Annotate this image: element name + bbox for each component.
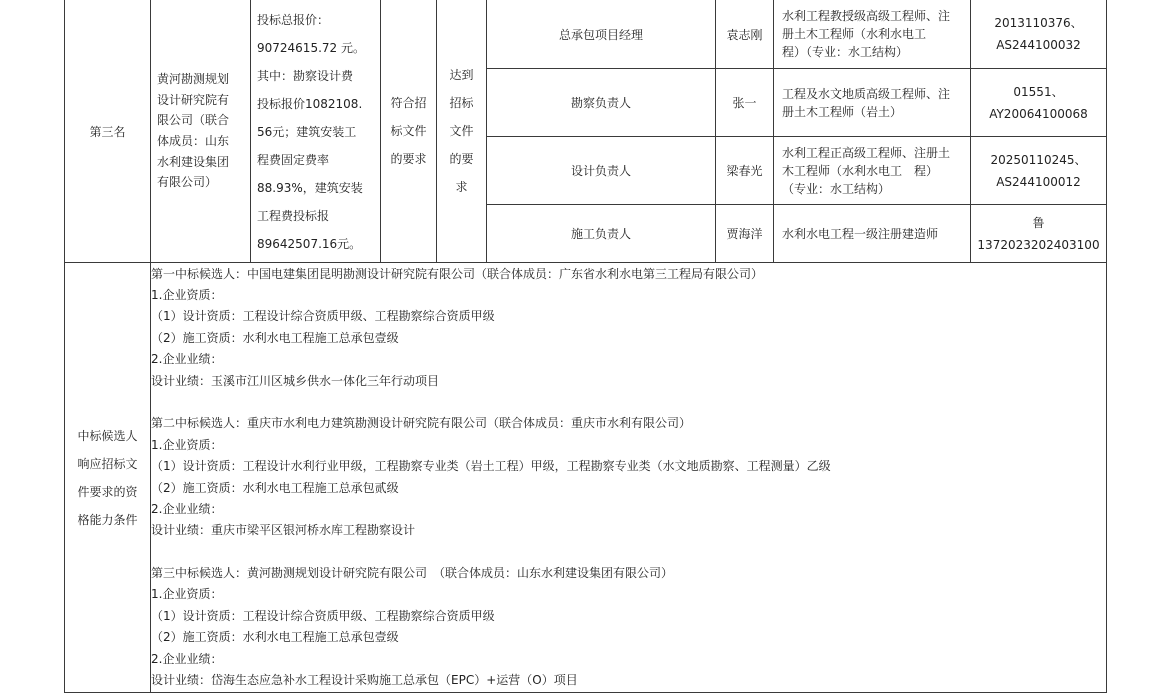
personnel-title-cell: [774, 0, 971, 69]
personnel-cert-line: 20250110245、: [990, 152, 1087, 167]
personnel-title-line: 册土木工程师（水利水电工: [782, 27, 927, 42]
bid-price-line: 89642507.16元。: [257, 237, 362, 251]
candidate-block: [151, 413, 1106, 541]
personnel-role: 设计负责人: [487, 137, 716, 205]
detail-line: （1）设计资质：工程设计综合资质甲级、工程勘察综合资质甲级: [151, 309, 495, 324]
detail-line: 1.企业资质：: [151, 587, 223, 602]
detail-line: 1.企业资质：: [151, 287, 223, 302]
bid-price-line: 56元；建筑安装工: [257, 125, 357, 139]
personnel-name: 梁春光: [716, 137, 774, 205]
detail-line: 设计业绩：重庆市梁平区银河桥水库工程勘察设计: [151, 523, 416, 538]
candidate-heading: 第三中标候选人：黄河勘测规划设计研究院有限公司 （联合体成员：山东水利建设集团有限公司）: [151, 566, 674, 581]
qualification-label-line: 中标候选人: [77, 428, 138, 443]
company-line: 限公司（联合: [157, 113, 230, 128]
personnel-title-line: 水利工程教授级高级工程师、注: [782, 9, 951, 24]
meets-line: 文件: [449, 124, 474, 138]
bid-price-line: 其中：勘察设计费: [257, 69, 354, 83]
detail-line: （2）施工资质：水利水电工程施工总承包壹级: [151, 630, 399, 645]
meets-line: 招标: [449, 96, 474, 110]
third-place-row: [65, 0, 1107, 69]
candidate-heading: 第二中标候选人：重庆市水利电力建筑勘测设计研究院有限公司（联合体成员：重庆市水利有限公司）: [151, 416, 692, 431]
detail-line: 2.企业业绩：: [151, 651, 223, 666]
personnel-name: 贾海洋: [716, 205, 774, 263]
personnel-cert-line: 01551、: [1013, 84, 1064, 99]
detail-line: 2.企业业绩：: [151, 501, 223, 516]
personnel-cert-line: AY20064100068: [989, 106, 1088, 121]
personnel-title-line: 水利水电工程一级注册建造师: [782, 226, 939, 241]
detail-line: 1.企业资质：: [151, 437, 223, 452]
meets-line: 达到: [449, 68, 474, 82]
detail-line: （2）施工资质：水利水电工程施工总承包壹级: [151, 330, 399, 345]
conformity-line: 标文件: [390, 124, 427, 138]
detail-line: 2.企业业绩：: [151, 352, 223, 367]
qualification-label-cell: [65, 263, 151, 693]
personnel-title-line: 工程及水文地质高级工程师、注: [782, 86, 951, 101]
rank-label: 第三名: [89, 124, 126, 139]
personnel-cert-line: 1372023202403100: [977, 237, 1100, 252]
company-line: 水利建设集团: [157, 154, 230, 169]
personnel-cert-line: 2013110376、: [994, 16, 1083, 31]
qualification-label-line: 响应招标文: [77, 456, 138, 471]
personnel-title-cell: [774, 69, 971, 137]
bid-price-line: 投标总报价：: [257, 13, 330, 27]
personnel-title-cell: [774, 137, 971, 205]
company-cell: [151, 0, 251, 263]
meets-line: 求: [455, 180, 468, 194]
spacer: [151, 392, 1106, 413]
spacer: [151, 542, 1106, 563]
personnel-title-line: 册土木工程师（岩土）: [782, 104, 903, 119]
meets-line: 的要: [449, 152, 474, 166]
detail-line: 设计业绩：玉溪市江川区城乡供水一体化三年行动项目: [151, 373, 440, 388]
personnel-role: 勘察负责人: [487, 69, 716, 137]
candidate-heading: 第一中标候选人：中国电建集团昆明勘测设计研究院有限公司（联合体成员：广东省水利水电第三工程局有限公司）: [151, 266, 764, 281]
bid-price-line: 工程费投标报: [257, 209, 330, 223]
candidate-block: [151, 264, 1106, 392]
rank-cell: [65, 0, 151, 263]
qualification-detail-cell: [151, 263, 1107, 693]
detail-line: （1）设计资质：工程设计综合资质甲级、工程勘察综合资质甲级: [151, 608, 495, 623]
bid-price-line: 程费固定费率: [257, 153, 330, 167]
bid-price-line: 投标报价1082108.: [257, 97, 363, 111]
personnel-name: 袁志刚: [716, 0, 774, 69]
company-line: 设计研究院有: [157, 92, 230, 107]
personnel-cert-cell: [971, 137, 1107, 205]
qualification-row: [65, 263, 1107, 693]
personnel-title-line: （专业：水工结构）: [782, 181, 891, 196]
detail-line: 设计业绩：岱海生态应急补水工程设计采购施工总承包（EPC）+运营（O）项目: [151, 673, 578, 688]
personnel-name: 张一: [716, 69, 774, 137]
personnel-cert-cell: [971, 69, 1107, 137]
meets-requirement-cell: [437, 0, 487, 263]
personnel-cert-cell: [971, 0, 1107, 69]
bid-results-table: [64, 0, 1107, 693]
conformity-line: 的要求: [390, 152, 427, 166]
personnel-title-line: 水利工程正高级工程师、注册土: [782, 145, 951, 160]
bid-price-line: 90724615.72 元。: [257, 41, 365, 55]
bid-price-cell: [251, 0, 381, 263]
personnel-role: 施工负责人: [487, 205, 716, 263]
personnel-cert-line: AS244100012: [996, 174, 1081, 189]
company-line: 黄河勘测规划: [157, 72, 230, 87]
personnel-title-line: 程）（专业：水工结构）: [782, 45, 909, 60]
detail-line: （2）施工资质：水利水电工程施工总承包贰级: [151, 480, 399, 495]
personnel-cert-line: 鲁: [1032, 215, 1045, 230]
personnel-title-line: 木工程师（水利水电工 程）: [782, 163, 939, 178]
company-line: 体成员：山东: [157, 134, 230, 148]
qualification-label-line: 格能力条件: [77, 512, 138, 527]
personnel-role: 总承包项目经理: [487, 0, 716, 69]
conformity-line: 符合招: [390, 96, 427, 110]
qualification-label-line: 件要求的资: [77, 484, 138, 499]
bid-price-line: 88.93%，建筑安装: [257, 181, 363, 195]
conformity-cell: [381, 0, 437, 263]
company-line: 有限公司）: [157, 175, 218, 190]
personnel-cert-line: AS244100032: [996, 38, 1081, 53]
detail-line: （1）设计资质：工程设计水利行业甲级，工程勘察专业类（岩土工程）甲级，工程勘察专业类（水文地质勘察、工程测量）乙级: [151, 459, 831, 474]
personnel-title-cell: [774, 205, 971, 263]
candidate-block: [151, 563, 1106, 691]
personnel-cert-cell: [971, 205, 1107, 263]
